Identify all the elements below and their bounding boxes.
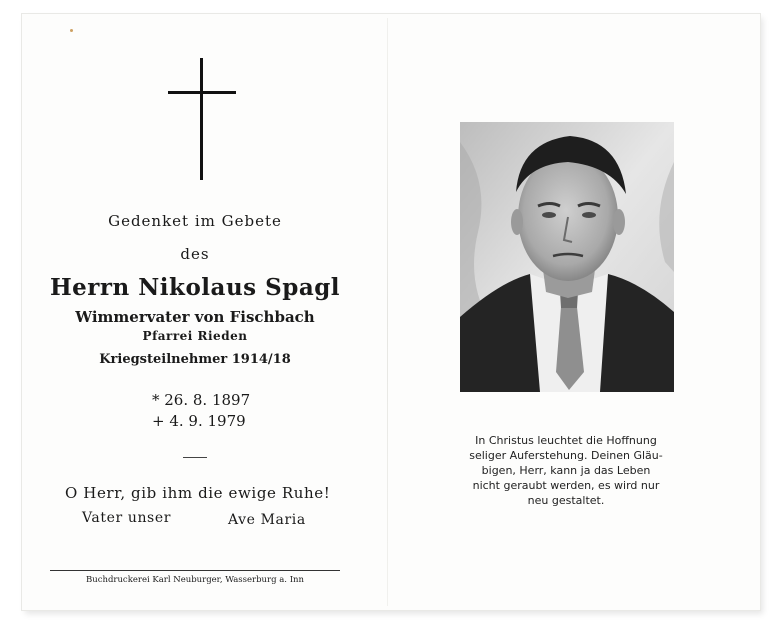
prayer-vater-unser: Vater unser	[82, 510, 172, 526]
des-text: des	[180, 245, 210, 263]
death-date: + 4. 9. 1979	[152, 412, 246, 430]
printer-rule	[50, 570, 340, 571]
occupation-text: Wimmervater von Fischbach	[75, 308, 315, 326]
quote-line: In Christus leuchtet die Hoffnung	[475, 434, 657, 447]
veteran-text: Kriegsteilnehmer 1914/18	[99, 352, 291, 367]
prayer-ave-maria: Ave Maria	[228, 512, 306, 528]
portrait-photo	[460, 122, 674, 392]
cross-icon	[168, 58, 238, 180]
parish-text: Pfarrei Rieden	[142, 329, 248, 343]
quote-line: neu gestaltet.	[527, 494, 605, 507]
intro-text: Gedenket im Gebete	[108, 212, 282, 230]
birth-date: * 26. 8. 1897	[152, 391, 251, 409]
deceased-name: Herrn Nikolaus Spagl	[49, 274, 341, 301]
printer-credit: Buchdruckerei Karl Neuburger, Wasserburg a. Inn	[86, 575, 304, 585]
quote-line: seliger Auferstehung. Deinen Gläu-	[469, 449, 663, 462]
divider	[183, 457, 207, 458]
quote-line: bigen, Herr, kann ja das Leben	[481, 464, 651, 477]
card-fold-line	[387, 18, 388, 606]
paper-speck	[70, 29, 73, 32]
prayer-text: O Herr, gib ihm die ewige Ruhe!	[65, 484, 331, 502]
quote-line: nicht geraubt werden, es wird nur	[472, 479, 660, 492]
scripture-quote	[452, 433, 680, 508]
